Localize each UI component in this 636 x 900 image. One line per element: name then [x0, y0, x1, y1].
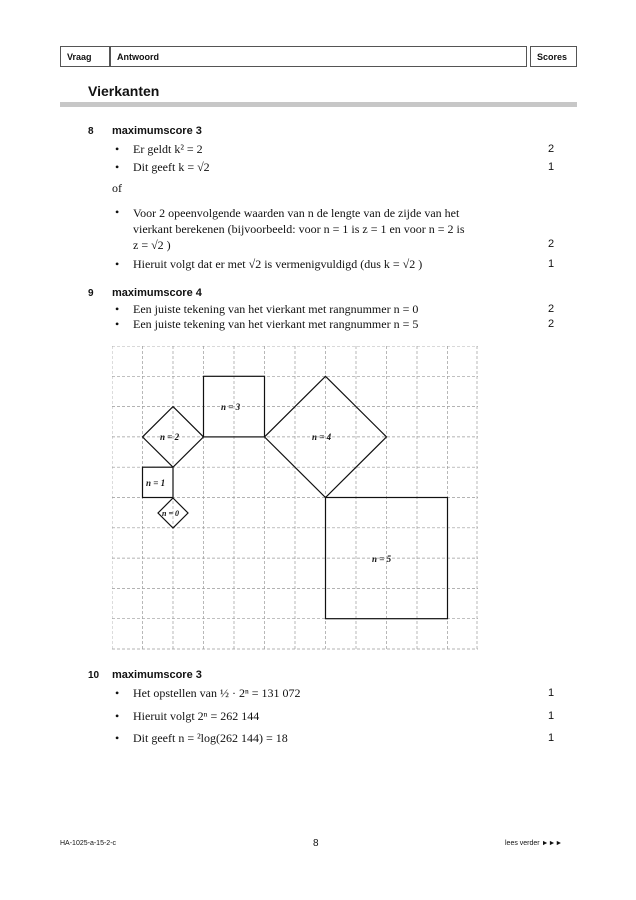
- q8-number: 8: [88, 126, 94, 137]
- q8-bullet-2: •: [115, 160, 120, 174]
- q10-item-1: Het opstellen van ½ · 2ⁿ = 131 072: [133, 686, 301, 700]
- header-scores-label: Scores: [537, 51, 568, 62]
- q10-heading: maximumscore 3: [112, 669, 202, 681]
- q9-heading: maximumscore 4: [112, 287, 202, 299]
- label-n1: n = 1: [146, 478, 166, 488]
- footer-page-number: 8: [313, 838, 319, 849]
- label-n2: n = 2: [160, 432, 180, 442]
- q10-item-2-score: 1: [548, 710, 555, 722]
- q8-item-2: Dit geeft k = √2: [133, 160, 210, 174]
- q9-bullet-2: •: [115, 317, 120, 331]
- label-n5: n = 5: [372, 554, 392, 564]
- q10-number: 10: [88, 670, 100, 681]
- q10-bullet-1: •: [115, 686, 120, 700]
- label-n4: n = 4: [312, 432, 332, 442]
- q8-alternative-word: of: [112, 181, 122, 195]
- q8-item-1: Er geldt k² = 2: [133, 142, 203, 156]
- q8-item-1-score: 2: [548, 143, 555, 155]
- q9-item-1-score: 2: [548, 303, 555, 315]
- q9-item-2: Een juiste tekening van het vierkant met rangnummer n = 5: [133, 317, 419, 331]
- label-n3: n = 3: [221, 402, 241, 412]
- q9-item-2-score: 2: [548, 318, 555, 330]
- q8-alt-bullet-1: •: [115, 205, 120, 219]
- q10-item-1-score: 1: [548, 687, 555, 699]
- q8-alt-item-1-line1: Voor 2 opeenvolgende waarden van n de lengte van de zijde van het: [133, 206, 460, 220]
- q8-item-2-score: 1: [548, 161, 555, 173]
- q9-item-1: Een juiste tekening van het vierkant met rangnummer n = 0: [133, 302, 419, 316]
- footer-code: HA-1025-a-15-2-c: [60, 840, 117, 847]
- q8-alt-bullet-2: •: [115, 257, 120, 271]
- q8-bullet-1: •: [115, 142, 120, 156]
- q10-bullet-3: •: [115, 731, 120, 745]
- header-col-question: [60, 46, 110, 67]
- section-divider: [60, 102, 577, 107]
- label-n0: n = 0: [162, 509, 180, 518]
- q9-bullet-1: •: [115, 302, 120, 316]
- header-col-answer: [110, 46, 527, 67]
- header-question-label: Vraag: [67, 51, 92, 62]
- q8-alt-item-2-score: 1: [548, 258, 555, 270]
- header-col-scores: [530, 46, 577, 67]
- q8-heading: maximumscore 3: [112, 125, 202, 137]
- header-answer-label: Antwoord: [117, 51, 159, 62]
- q10-bullet-2: •: [115, 709, 120, 723]
- q8-alt-item-1-line3: z = √2 ): [133, 238, 171, 252]
- q10-item-3-score: 1: [548, 732, 555, 744]
- q10-item-3: Dit geeft n = ²log(262 144) = 18: [133, 731, 288, 745]
- section-title: Vierkanten: [88, 83, 160, 99]
- q9-number: 9: [88, 288, 94, 299]
- q8-alt-item-1-line2: vierkant berekenen (bijvoorbeeld: voor n = 1 is z = 1 en voor n = 2 is: [133, 222, 465, 236]
- q10-item-2: Hieruit volgt 2ⁿ = 262 144: [133, 709, 260, 723]
- q8-alt-item-2: Hieruit volgt dat er met √2 is vermenigvuldigd (dus k = √2 ): [133, 257, 423, 271]
- q8-alt-item-1: [133, 205, 533, 253]
- q8-alt-item-1-score: 2: [548, 238, 555, 250]
- squares-figure: [112, 346, 478, 650]
- footer-continue: lees verder ►►►: [505, 840, 563, 847]
